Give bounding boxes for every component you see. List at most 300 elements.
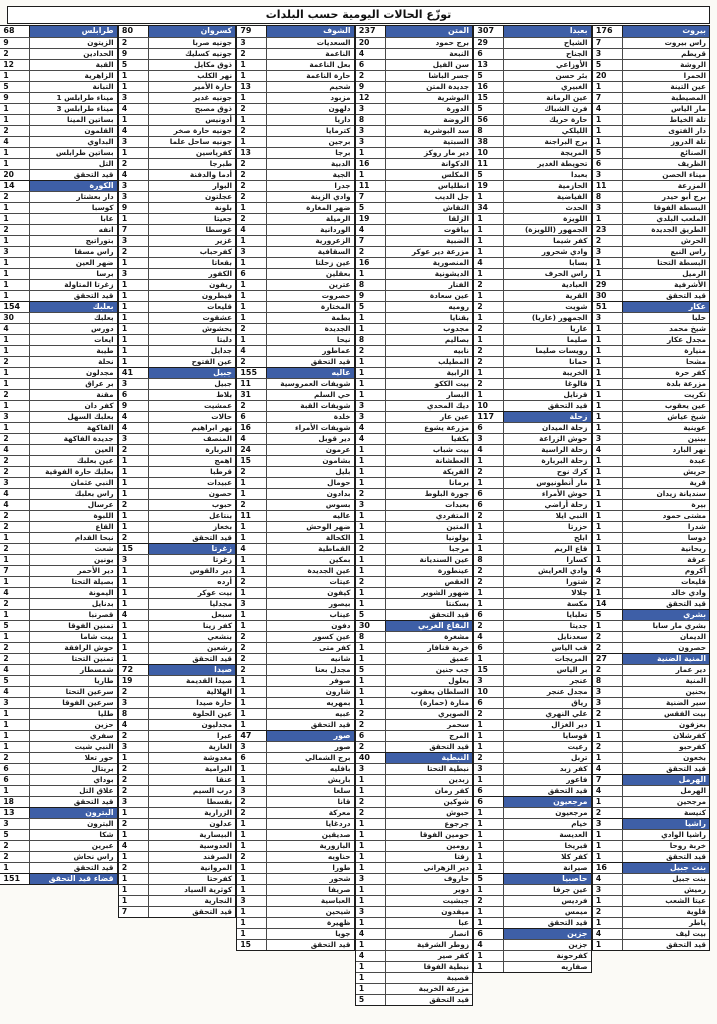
town-count: 9 <box>121 203 128 212</box>
town-row <box>237 279 353 290</box>
district-total: 307 <box>474 26 503 37</box>
town-row <box>119 224 235 235</box>
town-name: زغرتا المتاولة <box>29 280 116 290</box>
town-name: شويفات القبة <box>266 401 353 411</box>
town-row <box>593 829 709 840</box>
town-count: 4 <box>240 434 246 443</box>
district-header <box>119 367 235 378</box>
town-row <box>474 598 590 609</box>
town-name: قرنايل <box>503 390 590 400</box>
town-name: أدونيس <box>148 115 235 125</box>
town-row <box>356 950 472 961</box>
town-count: 14 <box>595 599 607 608</box>
town-name: صيرانة <box>503 863 590 873</box>
town-row <box>474 312 590 323</box>
town-row <box>0 455 116 466</box>
town-row <box>593 719 709 730</box>
town-count: 1 <box>121 148 128 157</box>
town-row <box>237 576 353 587</box>
town-count: 1 <box>240 709 246 718</box>
town-count: 3 <box>595 49 602 58</box>
district-name: حاصبيا <box>503 874 590 884</box>
town-name: زغرتا <box>148 555 235 565</box>
town-name: الحمرا <box>622 71 709 81</box>
town-name: المريجة <box>503 148 590 158</box>
town-row <box>474 917 590 928</box>
town-name: بشري مار سابا <box>622 621 709 631</box>
town-row <box>237 389 353 400</box>
town-name: مار الياس <box>622 104 709 114</box>
town-row <box>356 642 472 653</box>
town-name: رعيت <box>503 742 590 752</box>
town-name: كفر كلا <box>503 852 590 862</box>
town-count: 1 <box>477 533 483 542</box>
town-row <box>593 158 709 169</box>
district-name: عاليه <box>266 368 353 378</box>
town-row <box>474 708 590 719</box>
town-name: سفري <box>29 731 116 741</box>
district-name: النبطية <box>385 753 472 763</box>
town-row <box>474 675 590 686</box>
town-count: 4 <box>595 445 602 454</box>
town-count: 4 <box>240 225 246 234</box>
town-name: مغدوشة <box>148 753 235 763</box>
town-count: 1 <box>595 214 602 223</box>
town-count: 1 <box>240 258 246 267</box>
town-name: كفرحونة <box>503 951 590 961</box>
town-name: عجلتون <box>148 192 235 202</box>
town-name: مشغرة <box>385 632 472 642</box>
town-name: البسطة الفوقا <box>622 203 709 213</box>
town-name: انطلياس <box>385 181 472 191</box>
town-name: بتوراتيج <box>29 236 116 246</box>
town-row <box>119 136 235 147</box>
town-row <box>474 620 590 631</box>
town-name: طبرجا <box>148 159 235 169</box>
town-name: الفاكهة <box>29 423 116 433</box>
town-count: 2 <box>358 577 365 586</box>
town-name: ديك المحدي <box>385 401 472 411</box>
town-name: القاع <box>29 522 116 532</box>
town-count: 2 <box>477 896 483 905</box>
town-name: بساتين طرابلس <box>29 148 116 158</box>
town-name: الحدادين <box>29 49 116 59</box>
town-name: سير الضنية <box>622 698 709 708</box>
town-name: نبحا القدام <box>29 533 116 543</box>
town-count: 2 <box>358 720 365 729</box>
town-row <box>356 202 472 213</box>
town-name: شوكين <box>385 797 472 807</box>
town-count: 1 <box>240 929 246 938</box>
town-row <box>237 224 353 235</box>
town-row <box>119 675 235 686</box>
town-row <box>0 356 116 367</box>
town-count: 4 <box>121 610 128 619</box>
town-count: 3 <box>121 93 128 102</box>
district-header <box>593 774 709 785</box>
town-row <box>119 466 235 477</box>
town-name: قيد التحقق <box>29 863 116 873</box>
town-row <box>0 422 116 433</box>
town-name: بطمة <box>266 313 353 323</box>
district-name: مرجعيون <box>503 797 590 807</box>
town-name: جلالا <box>503 588 590 598</box>
town-count: 1 <box>121 478 128 487</box>
town-count: 1 <box>477 830 483 839</box>
town-name: نحلة <box>29 357 116 367</box>
town-count: 7 <box>3 566 9 575</box>
town-row <box>474 59 590 70</box>
town-name: مجدوب <box>385 324 472 334</box>
town-count: 1 <box>240 687 246 696</box>
town-count: 3 <box>358 907 365 916</box>
town-name: الروشة <box>622 60 709 70</box>
town-name: شويفات الأمراء <box>266 423 353 433</box>
town-count: 5 <box>595 60 602 69</box>
town-count: 1 <box>240 60 246 69</box>
town-row <box>356 818 472 829</box>
town-row <box>0 312 116 323</box>
town-count: 1 <box>358 588 365 597</box>
town-count: 3 <box>477 434 483 443</box>
table-columns <box>3 25 710 1006</box>
town-count: 20 <box>3 170 14 179</box>
table-column-1 <box>592 25 710 951</box>
town-count: 7 <box>358 236 365 245</box>
town-count: 1 <box>3 214 9 223</box>
town-name: المرج <box>385 731 472 741</box>
town-row <box>237 774 353 785</box>
town-name: جرجوع <box>385 819 472 829</box>
district-header <box>593 653 709 664</box>
town-count: 1 <box>240 302 246 311</box>
town-row <box>237 752 353 763</box>
town-row <box>0 257 116 268</box>
district-name: المنية الضنية <box>622 654 709 664</box>
town-row <box>0 246 116 257</box>
town-name: بيت الككو <box>385 379 472 389</box>
town-name: قيد التحقق <box>622 852 709 862</box>
town-name: الجديدة <box>266 324 353 334</box>
town-name: حزرتا <box>503 522 590 532</box>
town-row <box>474 70 590 81</box>
town-name: برجا <box>266 148 353 158</box>
town-count: 11 <box>240 379 251 388</box>
town-row <box>474 92 590 103</box>
town-name: علي النهري <box>503 709 590 719</box>
town-row <box>237 48 353 59</box>
town-row <box>356 455 472 466</box>
town-count: 2 <box>240 170 246 179</box>
district-name: كسروان <box>148 26 235 37</box>
town-row <box>474 532 590 543</box>
town-row <box>119 312 235 323</box>
district-header <box>119 26 235 37</box>
town-count: 3 <box>358 137 365 146</box>
town-name: قيد التحقق <box>29 797 116 807</box>
town-name: ميفدون <box>385 907 472 917</box>
town-name: قاع الريم <box>503 544 590 554</box>
town-count: 3 <box>121 137 128 146</box>
town-count: 4 <box>121 170 128 179</box>
town-row <box>0 543 116 554</box>
town-name: بلونة <box>148 203 235 213</box>
town-name: ياطر <box>622 918 709 928</box>
town-count: 6 <box>477 610 483 619</box>
town-name: حالات <box>148 412 235 422</box>
town-name: حور تعلا <box>29 753 116 763</box>
town-count: 1 <box>358 456 365 465</box>
town-count: 3 <box>121 269 128 278</box>
town-count: 1 <box>3 533 9 542</box>
town-name: أدما والدفنة <box>148 170 235 180</box>
town-row <box>0 664 116 675</box>
town-count: 4 <box>3 665 9 674</box>
town-count: 1 <box>3 159 9 168</box>
town-row <box>474 818 590 829</box>
town-name: كسارا <box>503 555 590 565</box>
town-count: 2 <box>240 643 246 652</box>
town-name: بياقوت <box>385 225 472 235</box>
town-row <box>474 345 590 356</box>
town-count: 8 <box>121 709 128 718</box>
town-name: طليا <box>29 709 116 719</box>
district-total: 14 <box>0 181 29 191</box>
town-name: قيد التحقق <box>148 533 235 543</box>
town-name: دير مار روكز <box>385 148 472 158</box>
town-count: 30 <box>3 313 14 322</box>
town-name: طورا <box>266 863 353 873</box>
town-count: 2 <box>240 797 246 806</box>
town-row <box>593 565 709 576</box>
town-row <box>593 642 709 653</box>
district-header <box>474 796 590 807</box>
town-name: عمشيت <box>148 401 235 411</box>
town-name: بريتال <box>29 764 116 774</box>
town-name: بولونيا <box>385 533 472 543</box>
town-name: سن الفيل <box>385 60 472 70</box>
town-row <box>474 730 590 741</box>
town-row <box>474 191 590 202</box>
town-count: 1 <box>121 830 128 839</box>
town-name: عوينية <box>622 423 709 433</box>
town-count: 2 <box>477 357 483 366</box>
town-name: بسكنتا <box>385 599 472 609</box>
town-row <box>474 488 590 499</box>
town-row <box>593 851 709 862</box>
town-count: 9 <box>121 49 128 58</box>
town-name: حصروت <box>266 291 353 301</box>
town-name: كفرشلان <box>622 731 709 741</box>
town-name: كفرحبو <box>622 742 709 752</box>
district-name: جزين <box>503 929 590 939</box>
town-count: 1 <box>358 467 365 476</box>
town-name: الفياضية <box>503 192 590 202</box>
town-row <box>237 917 353 928</box>
town-name: قيد التحقق <box>622 291 709 301</box>
town-row <box>237 147 353 158</box>
town-count: 1 <box>121 346 128 355</box>
town-count: 4 <box>121 412 128 421</box>
town-row <box>0 774 116 785</box>
town-count: 1 <box>595 731 602 740</box>
town-count: 1 <box>595 621 602 630</box>
town-row <box>356 499 472 510</box>
town-row <box>474 444 590 455</box>
town-name: الأوزاعي <box>503 60 590 70</box>
town-name: علاق التل <box>29 786 116 796</box>
town-name: شويت <box>503 302 590 312</box>
town-count: 9 <box>3 38 9 47</box>
town-count: 1 <box>240 885 246 894</box>
town-count: 1 <box>3 115 9 124</box>
district-name: صيدا <box>148 665 235 675</box>
town-count: 4 <box>3 588 9 597</box>
town-row <box>356 279 472 290</box>
town-name: انفه <box>29 225 116 235</box>
town-count: 2 <box>3 643 9 652</box>
town-name: قب الياس <box>503 643 590 653</box>
district-name: راشيا <box>622 819 709 829</box>
town-count: 1 <box>3 148 9 157</box>
town-row <box>0 499 116 510</box>
town-count: 2 <box>3 511 9 520</box>
town-row <box>474 400 590 411</box>
town-count: 2 <box>121 687 128 696</box>
town-row <box>237 422 353 433</box>
town-count: 1 <box>595 555 602 564</box>
town-count: 1 <box>240 874 246 883</box>
town-row <box>593 543 709 554</box>
town-name: دوسا <box>622 533 709 543</box>
town-name: كفر حرة <box>622 368 709 378</box>
town-row <box>356 356 472 367</box>
town-count: 1 <box>240 863 246 872</box>
town-name: سبعل <box>148 610 235 620</box>
town-name: حارة صيدا <box>148 698 235 708</box>
town-count: 1 <box>595 412 602 421</box>
town-count: 2 <box>477 709 483 718</box>
town-row <box>474 576 590 587</box>
town-count: 3 <box>595 170 602 179</box>
town-row <box>593 81 709 92</box>
town-name: كرك نوح <box>503 467 590 477</box>
town-count: 2 <box>240 852 246 861</box>
town-name: قصرنبا <box>29 610 116 620</box>
town-row <box>593 884 709 895</box>
town-count: 4 <box>477 258 483 267</box>
town-row <box>593 488 709 499</box>
town-name: بر الياس <box>503 665 590 675</box>
town-name: معركة <box>266 808 353 818</box>
town-count: 1 <box>477 720 483 729</box>
town-count: 4 <box>121 423 128 432</box>
table-column-2 <box>473 25 591 973</box>
town-row <box>0 708 116 719</box>
town-row <box>474 785 590 796</box>
town-count: 1 <box>3 423 9 432</box>
town-count: 1 <box>358 357 365 366</box>
town-count: 1 <box>240 291 246 300</box>
town-name: بدادون <box>266 489 353 499</box>
town-count: 1 <box>3 368 9 377</box>
town-row <box>237 873 353 884</box>
town-name: صريفا <box>266 885 353 895</box>
town-row <box>237 675 353 686</box>
district-header <box>474 26 590 37</box>
town-name: رياق <box>503 698 590 708</box>
town-count: 5 <box>358 665 365 674</box>
town-count: 1 <box>358 445 365 454</box>
town-count: 19 <box>358 214 370 223</box>
town-name: بنشعي <box>148 632 235 642</box>
town-count: 9 <box>358 291 365 300</box>
town-name: عبيدات <box>148 478 235 488</box>
town-count: 1 <box>358 478 365 487</box>
town-count: 1 <box>358 885 365 894</box>
town-row <box>119 763 235 774</box>
town-name: الزاهرية <box>29 71 116 81</box>
town-name: خربة قنافار <box>385 643 472 653</box>
town-row <box>474 180 590 191</box>
town-count: 1 <box>477 808 483 817</box>
town-row <box>356 708 472 719</box>
town-name: مرجبا <box>385 544 472 554</box>
town-name: ضهر العين <box>29 258 116 268</box>
town-name: اللبوة <box>29 511 116 521</box>
town-row <box>0 202 116 213</box>
town-row <box>593 576 709 587</box>
town-count: 2 <box>595 632 602 641</box>
town-count: 1 <box>240 236 246 245</box>
town-row <box>356 334 472 345</box>
town-row <box>356 774 472 785</box>
town-row <box>119 576 235 587</box>
town-row <box>474 235 590 246</box>
town-row <box>237 862 353 873</box>
town-count: 2 <box>240 665 246 674</box>
town-count: 1 <box>477 390 483 399</box>
town-name: بيت ليف <box>622 929 709 939</box>
town-name: قيد التحقق <box>503 918 590 928</box>
town-count: 4 <box>358 423 365 432</box>
town-name: انصار <box>385 929 472 939</box>
town-count: 3 <box>121 192 128 201</box>
town-row <box>474 356 590 367</box>
town-count: 2 <box>3 126 9 135</box>
district-header <box>593 609 709 620</box>
town-name: شحيم <box>266 82 353 92</box>
town-row <box>119 279 235 290</box>
town-name: حصرون <box>622 643 709 653</box>
town-row <box>237 191 353 202</box>
town-row <box>0 59 116 70</box>
town-row <box>593 70 709 81</box>
town-row <box>593 620 709 631</box>
town-name: عاريا <box>503 324 590 334</box>
town-row <box>119 411 235 422</box>
district-name: صور <box>266 731 353 741</box>
town-count: 8 <box>358 335 365 344</box>
town-count: 1 <box>595 82 602 91</box>
town-row <box>119 488 235 499</box>
town-name: برجين <box>266 137 353 147</box>
town-name: داريا <box>266 115 353 125</box>
town-row <box>356 697 472 708</box>
town-row <box>593 191 709 202</box>
town-row <box>593 807 709 818</box>
town-row <box>474 697 590 708</box>
